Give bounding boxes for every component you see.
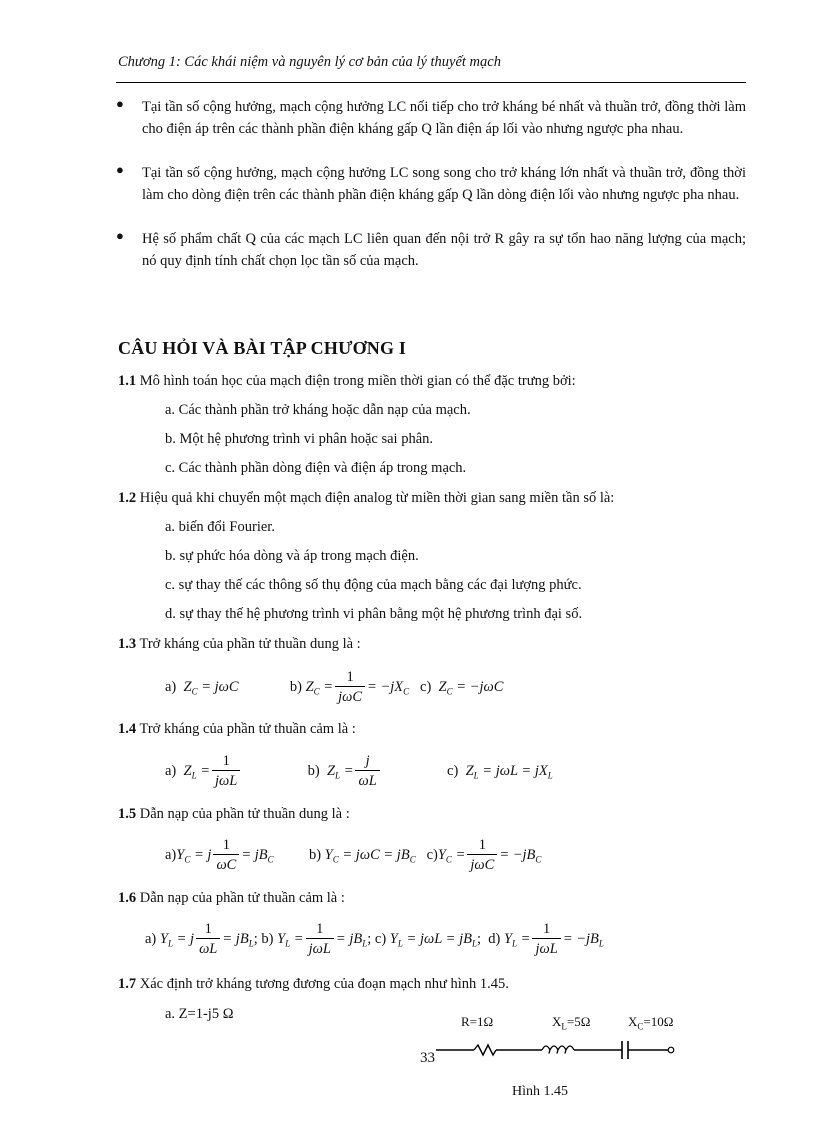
inductor-label-sub: L (561, 1021, 567, 1032)
option-a: a. Các thành phần trở kháng hoặc dẫn nạp của mạch. (165, 402, 471, 418)
question-1-2 (118, 490, 614, 507)
question-1-3 (118, 636, 361, 653)
header-rule (116, 82, 746, 83)
question-text: Hiệu quả khi chuyển một mạch điện analog từ miền thời gian sang miền tần số là: (139, 490, 615, 506)
question-number: 1.2 (118, 490, 137, 506)
question-1-4 (118, 721, 356, 738)
circuit-diagram (430, 1036, 690, 1066)
question-text: Dẫn nạp của phần tử thuần cảm là : (139, 890, 345, 906)
bullet-item (116, 228, 746, 272)
bullet-item (116, 96, 746, 162)
question-text: Xác định trở kháng tương đương của đoạn mạch như hình 1.45. (139, 976, 509, 992)
option-a: a. Z=1-j5 Ω (165, 1006, 234, 1022)
bullet-text: Hệ số phẩm chất Q của các mạch LC liên quan đến nội trở R gây ra sự tổn hao năng lượng của mạch; nó quy định tính chất chọn lọc tần số của mạch. (142, 231, 746, 269)
formula-row: a) $Z_C = j\omega C$ b) $Z_C$ = $\frac{1}{\text{jωC}}$ = $-jX_C$ c) $Z_C = -j\omega C$ (165, 669, 504, 705)
inductor-label-value: =5Ω (566, 1014, 591, 1029)
question-number: 1.5 (118, 806, 137, 822)
terminal (668, 1047, 674, 1053)
bullet-icon: ● (116, 96, 124, 111)
capacitor-label-symbol: X (628, 1014, 638, 1029)
option-b: b. sự phức hóa dòng và áp trong mạch điện. (165, 548, 419, 564)
question-1-7 (118, 976, 509, 993)
resistor-label: R=1Ω (461, 1014, 494, 1029)
option-c: c. Các thành phần dòng điện và điện áp trong mạch. (165, 460, 467, 476)
question-number: 1.1 (118, 373, 137, 389)
capacitor-label-value: =10Ω (643, 1014, 674, 1029)
question-1-5 (118, 806, 350, 823)
question-text: Dẫn nạp của phần tử thuần dung là : (139, 806, 350, 822)
question-text: Trở kháng của phần tử thuần cảm là : (139, 721, 356, 737)
question-1-1 (118, 373, 576, 390)
question-number: 1.3 (118, 636, 137, 652)
inductor-label (552, 1014, 590, 1032)
figure-caption: Hình 1.45 (512, 1084, 568, 1099)
page-number: 33 (420, 1050, 435, 1066)
question-number: 1.4 (118, 721, 137, 737)
bullet-item (116, 162, 746, 228)
bullet-text: Tại tần số cộng hưởng, mạch cộng hưởng LC song song cho trở kháng lớn nhất và thuần trở, đồng thời làm cho dòng điện trên các thành phần điện kháng gấp Q lần dòng điện lối vào nhưng ngược pha nhau. (142, 165, 746, 203)
question-text: Mô hình toán học của mạch điện trong miền thời gian có thể đặc trưng bởi: (139, 373, 576, 389)
formula-row: a) $Y_L = j$ $\frac{1}{\omega L}$ = $jB_L$; b) $Y_L$ = $\frac{1}{\text{jωL}}$ = $jB_L$; c) $Y_L = j\omega L = jB_L$; d) $Y_L$ = $\frac{1}{\text{jωL}}$ = $-jB_L$ (145, 921, 604, 957)
bullet-icon: ● (116, 162, 124, 177)
bullet-icon: ● (116, 228, 124, 243)
inductor-symbol (542, 1046, 574, 1053)
option-c: c. sự thay thế các thông số thụ động của mạch bằng các đại lượng phức. (165, 577, 582, 593)
bullet-text: Tại tần số cộng hưởng, mạch cộng hưởng LC nối tiếp cho trở kháng bé nhất và thuần trở, đồng thời làm cho điện áp trên các thành phần điện kháng gấp Q lần điện áp lối vào nhưng ngược pha nhau. (142, 99, 746, 137)
option-a: a. biến đổi Fourier. (165, 519, 275, 535)
question-number: 1.6 (118, 890, 137, 906)
inductor-label-symbol: X (552, 1014, 562, 1029)
option-d: d. sự thay thế hệ phương trình vi phân bằng một hệ phương trình đại số. (165, 606, 583, 622)
formula-row: a) $Z_L$ = $\frac{1}{\text{jωL}}$ b) $Z_L$ = $\frac{j}{\omega L}$ c) $Z_L = j\omega L = jX_L$ (165, 753, 553, 789)
capacitor-label (628, 1014, 673, 1032)
question-number: 1.7 (118, 976, 137, 992)
running-header: Chương 1: Các khái niệm và nguyên lý cơ bản của lý thuyết mạch (118, 54, 501, 70)
option-b: b. Một hệ phương trình vi phân hoặc sai phân. (165, 431, 434, 447)
question-1-6 (118, 890, 345, 907)
capacitor-label-sub: C (637, 1021, 644, 1032)
resistor-symbol (474, 1045, 496, 1055)
formula-row: $a)Y_C = j$ $\frac{1}{\omega C}$ = $jB_C$ b) $Y_C = j\omega C = jB_C$ $c)Y_C$ = $\frac{1}{\text{jωC}}$ = $-jB_C$ (165, 837, 542, 873)
section-title: CÂU HỎI VÀ BÀI TẬP CHƯƠNG I (118, 338, 407, 358)
question-text: Trở kháng của phần tử thuần dung là : (139, 636, 361, 652)
